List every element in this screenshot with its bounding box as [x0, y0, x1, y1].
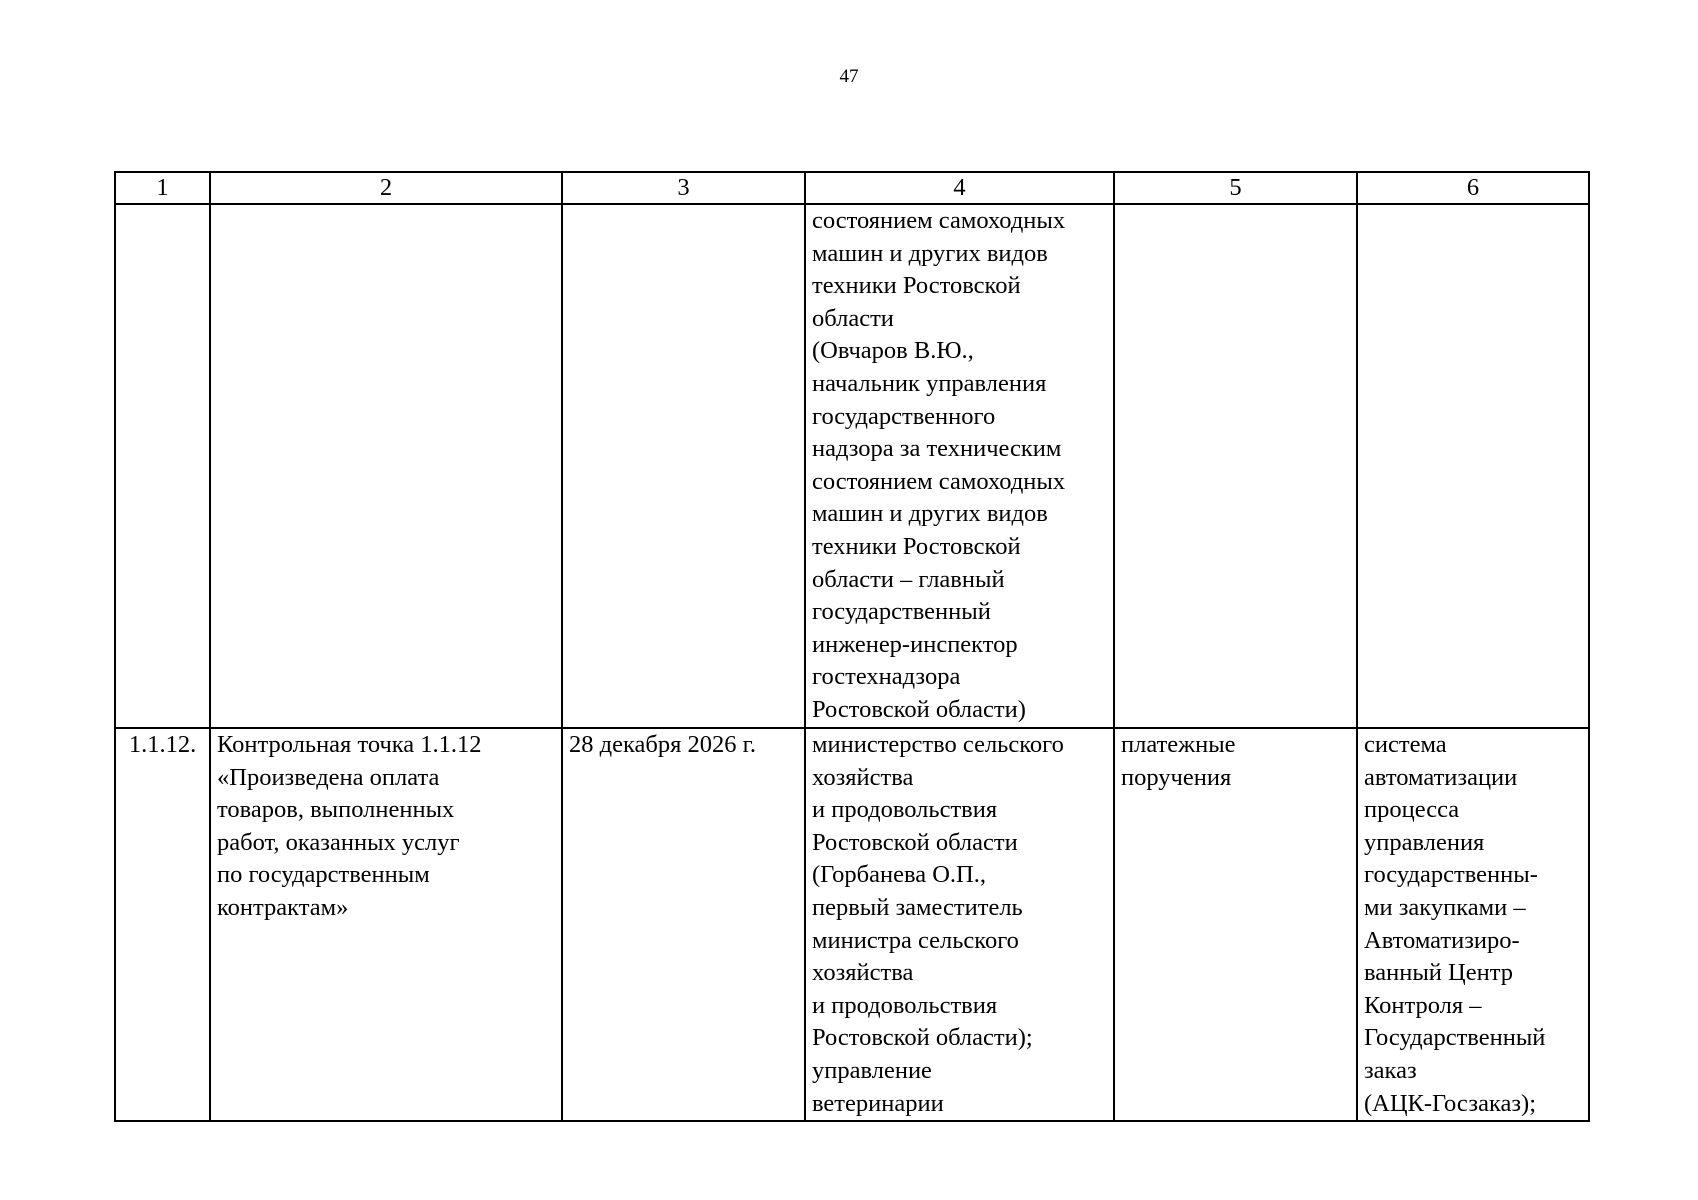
table-row [115, 728, 1589, 1121]
column-header-3: 3 [562, 172, 805, 204]
row-number-cell [115, 204, 210, 728]
row-document-cell: платежные поручения [1114, 728, 1357, 1121]
control-points-table [114, 171, 1590, 1122]
row-date-cell: 28 декабря 2026 г. [562, 728, 805, 1121]
column-header-4: 4 [805, 172, 1114, 204]
table-row [115, 204, 1589, 728]
table-header-row [115, 172, 1589, 204]
row-name-cell: Контрольная точка 1.1.12 «Произведена оплата товаров, выполненных работ, оказанных услуг по государственным контрактам» [210, 728, 562, 1121]
row-system-cell [1357, 204, 1589, 728]
row-date-cell [562, 204, 805, 728]
row-name-cell [210, 204, 562, 728]
row-responsible-cell: состоянием самоходных машин и других видов техники Ростовской области (Овчаров В.Ю., начальник управления государственного надзора за техническим состоянием самоходных машин и других видов техники Ростовской области – главный государственный инженер-инспектор гостехнадзора Ростовской области) [805, 204, 1114, 728]
row-number-cell: 1.1.12. [115, 728, 210, 1121]
row-system-cell: система автоматизации процесса управления государственны- ми закупками – Автоматизиро- ванный Центр Контроля – Государственный заказ (АЦК-Госзаказ); [1357, 728, 1589, 1121]
column-header-1: 1 [115, 172, 210, 204]
row-document-cell [1114, 204, 1357, 728]
row-responsible-cell: министерство сельского хозяйства и продовольствия Ростовской области (Горбанева О.П., первый заместитель министра сельского хозяйства и продовольствия Ростовской области); управление ветеринарии [805, 728, 1114, 1121]
column-header-6: 6 [1357, 172, 1589, 204]
column-header-2: 2 [210, 172, 562, 204]
column-header-5: 5 [1114, 172, 1357, 204]
page-number: 47 [839, 66, 859, 87]
